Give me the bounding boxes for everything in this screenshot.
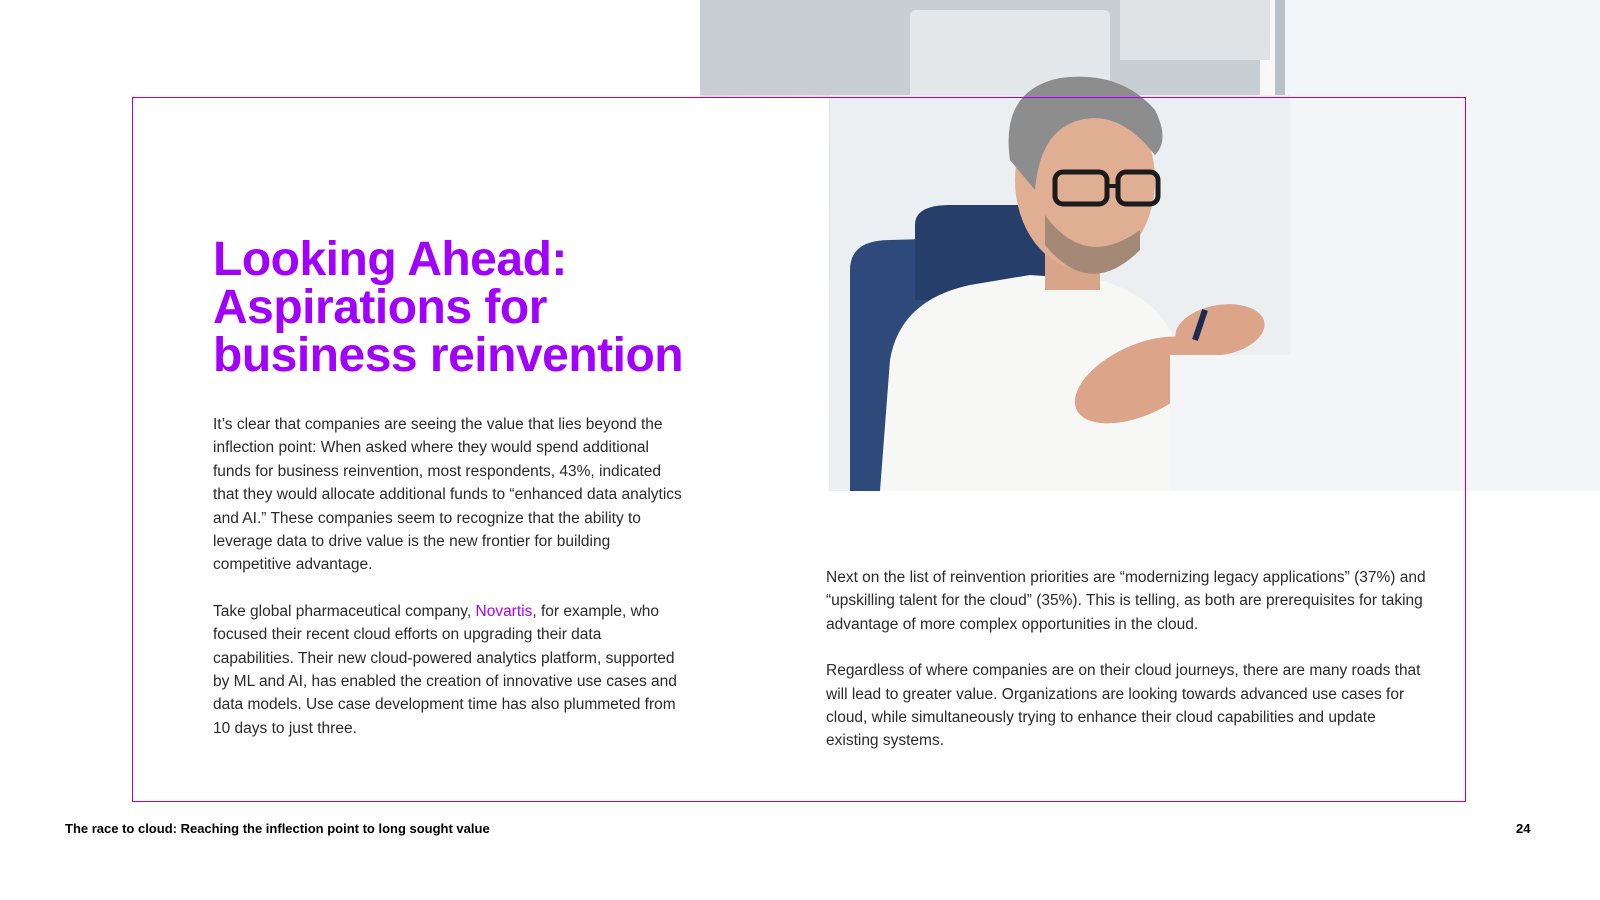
paragraph-2-prefix: Take global pharmaceutical company,: [213, 602, 476, 620]
left-column: [213, 413, 683, 740]
page-title: [213, 233, 773, 382]
footer-title: The race to cloud: Reaching the inflection point to long sought value: [65, 821, 490, 836]
right-paragraph-1: Next on the list of reinvention priorities are “modernizing legacy applications” (37%) and “upskilling talent for the cloud” (35%). This is telling, as both are prerequisites for taking advantage of more complex opportunities in the cloud.: [826, 569, 1426, 633]
left-paragraph-1: It’s clear that companies are seeing the value that lies beyond the inflection point: When asked where they would spend additional funds for business reinvention, most respondents, 43%, indicated that they would allocate additional funds to “enhanced data analytics and AI.” These companies seem to recognize that the ability to leverage data to drive value is the new frontier for building competitive advantage.: [213, 416, 682, 574]
paragraph-2-suffix: , for example, who focused their recent cloud efforts on upgrading their data capabilities. Their new cloud-powered analytics platform, supported by ML and AI, has enabled the creation of innovative use cases and data models. Use case development time has also plummeted from 10 days to just three.: [213, 602, 677, 737]
left-paragraph-2: [213, 600, 683, 740]
right-column: [826, 566, 1426, 753]
right-paragraph-2: Regardless of where companies are on their cloud journeys, there are many roads that will lead to greater value. Organizations are looking towards advanced use cases for cloud, while simultaneously trying to enhance their cloud capabilities and update existing systems.: [826, 662, 1421, 750]
page-number: 24: [1516, 821, 1531, 836]
title-line-3: business reinvention: [213, 329, 684, 382]
novartis-link[interactable]: Novartis: [475, 602, 533, 620]
title-line-2: Aspirations for: [213, 281, 547, 334]
title-line-1: Looking Ahead:: [213, 233, 567, 286]
